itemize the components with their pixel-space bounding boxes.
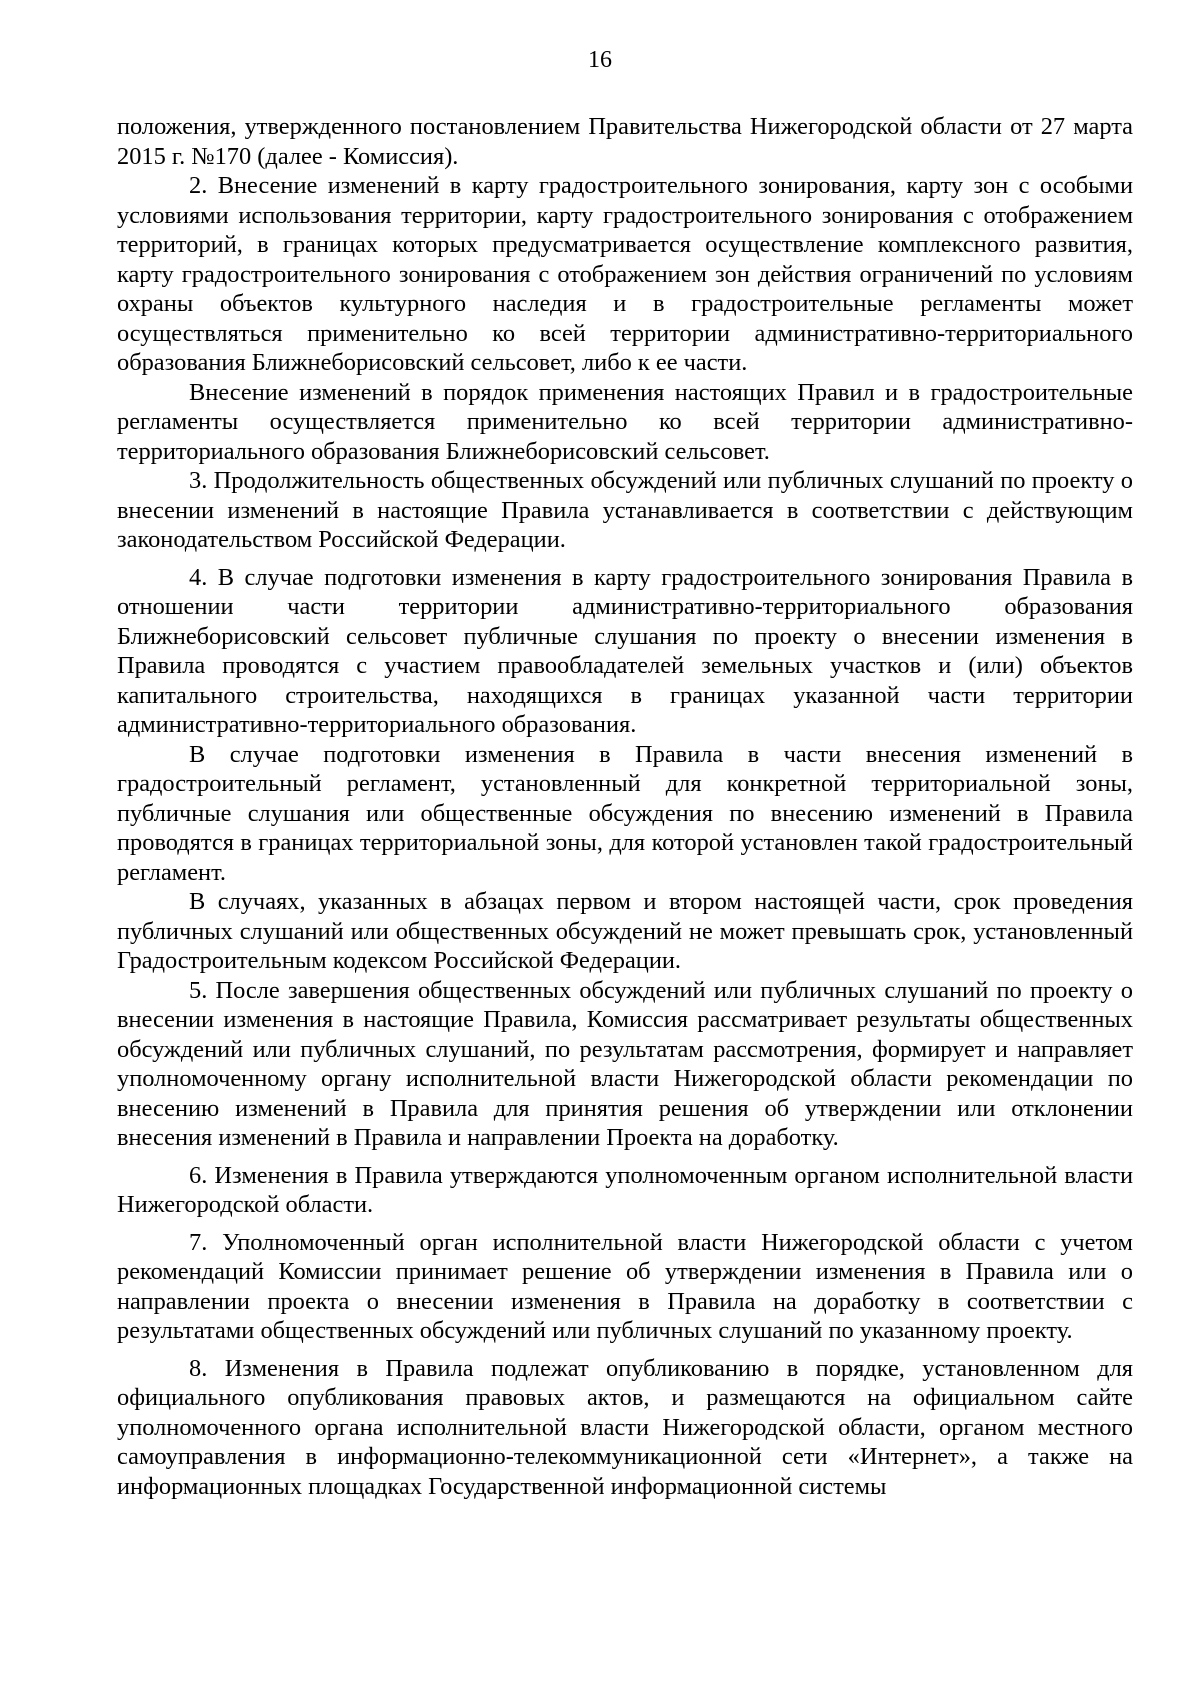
paragraph-item-3: 3. Продолжительность общественных обсуждений или публичных слушаний по проекту о внесении изменений в настоящие Правила устанавливается в соответствии с действующим законодательством Российской Федерации. bbox=[117, 467, 1133, 553]
paragraph-item-2-amendments: Внесение изменений в порядок применения настоящих Правил и в градостроительные регламенты осуществляется применительно ко всей территории административно-территориального образования Ближнеборисовский сельсовет. bbox=[117, 378, 1133, 465]
paragraph-item-4: 4. В случае подготовки изменения в карту градостроительного зонирования Правила в отношении части территории административно-территориального образования Ближнеборисовский сельсовет публичные слушания по проекту о внесении изменения в Правила проводятся с участием правообладателей земельных участков и (или) объектов капитального строительства, находящихся в границах указанной части территории административно-территориального образования. bbox=[117, 563, 1133, 738]
paragraph-item-5: 5. После завершения общественных обсуждений или публичных слушаний по проекту о внесении изменения в настоящие Правила, Комиссия рассматривает результаты общественных обсуждений или публичных слушаний, по результатам рассмотрения, формирует и направляет уполномоченному органу исполнительной власти Нижегородской области рекомендации по внесению изменений в Правила для принятия решения об утверждении или отклонении внесения изменений в Правила и направлении Проекта на доработку. bbox=[117, 976, 1133, 1151]
paragraph-item-4-regulation: В случае подготовки изменения в Правила в части внесения изменений в градостроительный регламент, установленный для конкретной территориальной зоны, публичные слушания или общественные обсуждения по внесению изменений в Правила проводятся в границах территориальной зоны, для которой установлен такой градостроительный регламент. bbox=[117, 740, 1133, 886]
paragraph-item-8: 8. Изменения в Правила подлежат опубликованию в порядке, установленном для официального опубликования правовых актов, и размещаются на официальном сайте уполномоченного органа исполнительной власти Нижегородской области, органом местного самоуправления в информационно-телекоммуникационной сети «Интернет», а также на информационных площадках Государственной информационной системы bbox=[117, 1354, 1133, 1500]
paragraph-item-6: 6. Изменения в Правила утверждаются уполномоченным органом исполнительной власти Нижегородской области. bbox=[117, 1161, 1133, 1218]
paragraph-item-7: 7. Уполномоченный орган исполнительной власти Нижегородской области с учетом рекомендаций Комиссии принимает решение об утверждении изменения в Правила или о направлении проекта о внесении изменения в Правила на доработку в соответствии с результатами общественных обсуждений или публичных слушаний по указанному проекту. bbox=[117, 1228, 1133, 1344]
paragraph-item-2: 2. Внесение изменений в карту градостроительного зонирования, карту зон с особыми условиями использования территории, карту градостроительного зонирования с отображением территорий, в границах которых предусматривается осуществление комплексного развития, карту градостроительного зонирования с отображением зон действия ограничений по условиям охраны объектов культурного наследия и в градостроительные регламенты может осуществляться применительно ко всей территории административно-территориального образования Ближнеборисовский сельсовет, либо к ее части. bbox=[117, 172, 1133, 376]
page-number: 16 bbox=[588, 47, 612, 73]
document-body bbox=[117, 112, 1133, 1501]
paragraph-item-4-term: В случаях, указанных в абзацах первом и втором настоящей части, срок проведения публичных слушаний или общественных обсуждений не может превышать срок, установленный Градостроительным кодексом Российской Федерации. bbox=[117, 888, 1133, 974]
paragraph-continuation: положения, утвержденного постановлением Правительства Нижегородской области от 27 марта 2015 г. №170 (далее - Комиссия). bbox=[117, 113, 1133, 170]
